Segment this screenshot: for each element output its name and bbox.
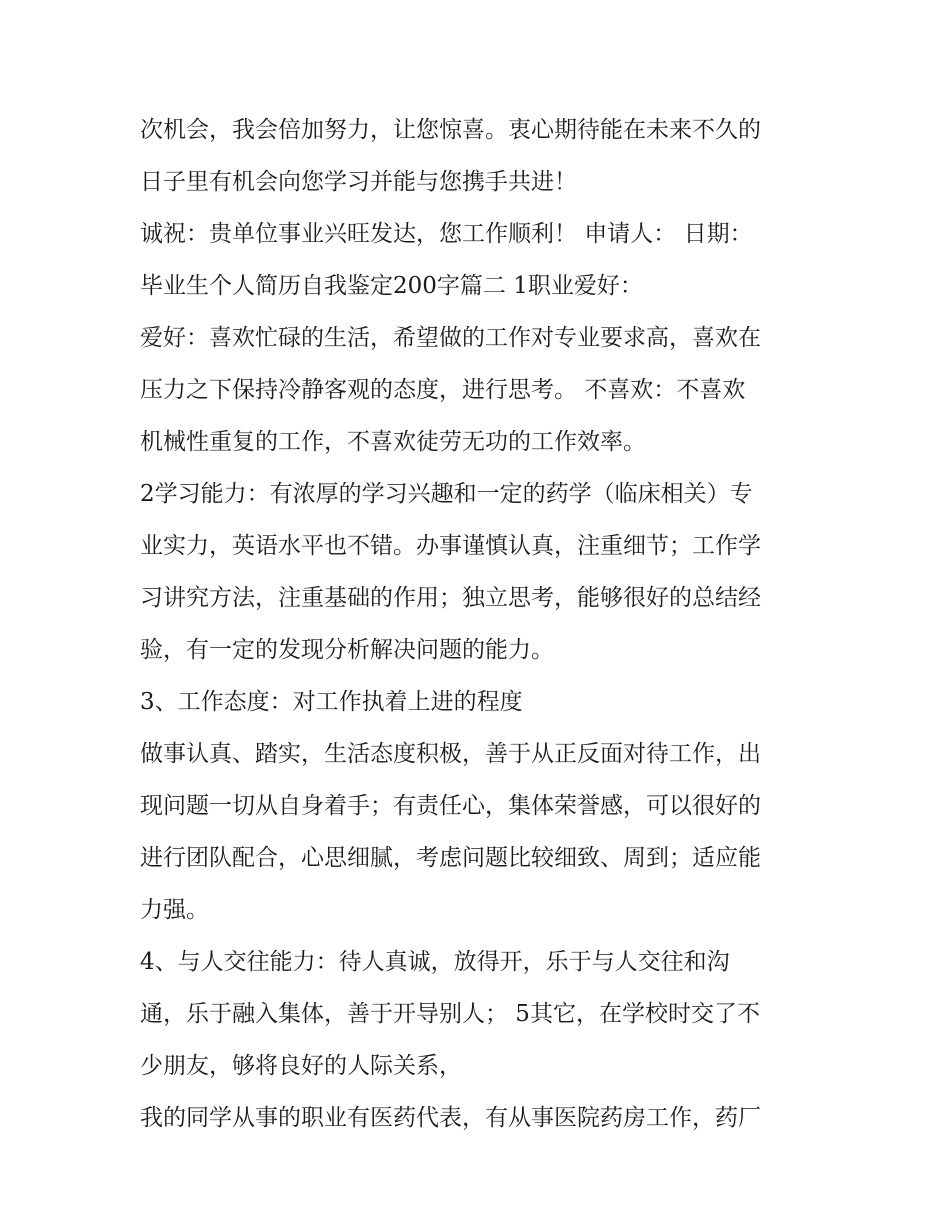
text-line: 习讲究方法，注重基础的作用；独立思考，能够很好的总结经 [140,585,761,611]
text-line: 3、工作态度：对工作执着上进的程度 [140,689,523,715]
text-line: 我的同学从事的职业有医药代表，有从事医院药房工作，药厂 [140,1105,761,1131]
text-line: 做事认真、踏实，生活态度积极，善于从正反面对待工作，出 [140,741,761,767]
text-line: 压力之下保持冷静客观的态度，进行思考。 不喜欢：不喜欢 [140,377,746,403]
text-line: 通，乐于融入集体，善于开导别人； 5其它，在学校时交了不 [140,1001,760,1027]
text-line: 力强。 [140,897,209,923]
text-line: 诚祝：贵单位事业兴旺发达，您工作顺利！ 申请人： 日期： [140,221,753,247]
text-line: 机械性重复的工作，不喜欢徒劳无功的工作效率。 [140,429,646,455]
text-line: 次机会，我会倍加努力，让您惊喜。衷心期待能在未来不久的 [140,117,761,143]
text-line: 4、与人交往能力：待人真诚，放得开，乐于与人交往和沟 [140,949,730,975]
text-line: 少朋友，够将良好的人际关系， [140,1053,462,1079]
body-text [140,104,830,1144]
text-line: 验，有一定的发现分析解决问题的能力。 [140,637,554,663]
text-line: 2学习能力：有浓厚的学习兴趣和一定的药学（临床相关）专 [140,481,753,507]
text-line: 爱好：喜欢忙碌的生活，希望做的工作对专业要求高，喜欢在 [140,325,761,351]
text-line: 进行团队配合，心思细腻，考虑问题比较细致、周到；适应能 [140,845,761,871]
text-line: 现问题一切从自身着手；有责任心，集体荣誉感，可以很好的 [140,793,761,819]
text-line: 日子里有机会向您学习并能与您携手共进！ [140,169,577,195]
text-line: 毕业生个人简历自我鉴定200字篇二 1职业爱好： [140,273,643,299]
text-line: 业实力，英语水平也不错。办事谨慎认真，注重细节；工作学 [140,533,761,559]
